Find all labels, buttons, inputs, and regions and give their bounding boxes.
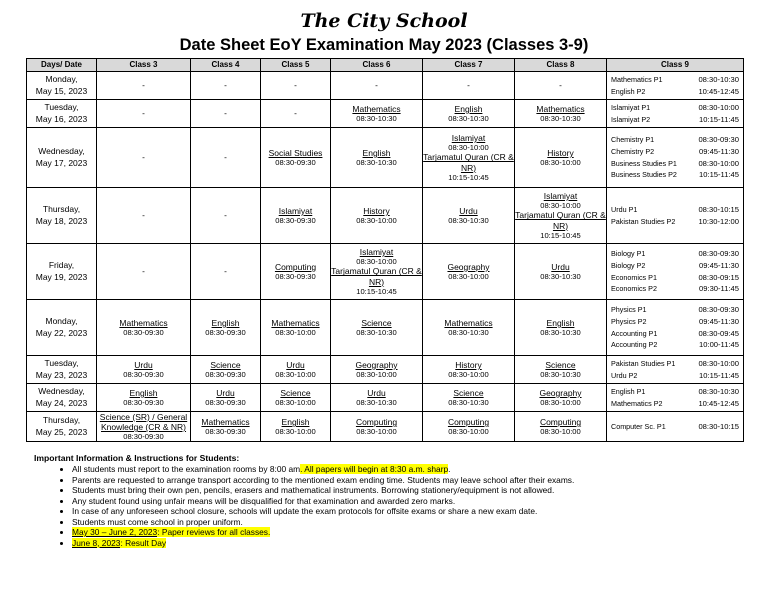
class9-cell [607,128,744,188]
paper-name: Physics P1 [611,304,647,314]
paper-time: 10:15-11:45 [699,114,739,124]
exam-cell: - [261,72,331,100]
exam-time: 08:30-10:30 [540,272,581,282]
paper-time: 10:15-11:45 [699,170,739,180]
exam-time: 08:30-10:30 [356,398,397,408]
date-value: May 22, 2023 [35,327,88,338]
subject-name: Science [280,387,311,398]
day-name: Friday, [48,260,75,271]
instruction-item [72,464,754,475]
class9-paper [611,158,739,170]
paper-time: 10:00-11:45 [699,340,739,350]
subject-name: Islamiyat [278,205,313,216]
exam-cell [331,188,423,244]
class9-cell [607,384,744,412]
day-name: Wednesday, [38,146,85,157]
exam-time: 08:30-09:30 [123,370,164,380]
exam-cell [515,244,607,300]
subject-name: Science (SR) / General Knowledge (CR & NR) [99,412,188,433]
paper-time: 09:30-11:45 [699,284,739,294]
exam-time: 08:30-10:00 [540,427,581,437]
class9-cell [607,412,744,442]
school-name: The City School [300,10,468,32]
table-row [27,300,744,356]
exam-cell: - [97,72,191,100]
subject-name: History [363,205,390,216]
subject-name: Geography [539,387,582,398]
exam-cell [191,356,261,384]
exam-cell [423,128,515,188]
subject-name: Mathematics [201,417,250,428]
exam-time: 08:30-10:30 [540,114,581,124]
class9-paper [611,316,739,328]
exam-time: 08:30-10:00 [275,398,316,408]
paper-name: Chemistry P1 [611,134,655,144]
exam-cell [191,300,261,356]
exam-cell [97,356,191,384]
class9-cell [607,300,744,356]
subject-name: History [547,147,574,158]
instructions-heading: Important Information & Instructions for Students: [34,453,240,463]
instruction-text: Students must bring their own pen, pencils, erasers and mathematical instruments. Borrowing stationery/equipment is not allowed. [72,485,555,495]
class9-paper [611,398,739,410]
exam-cell [515,412,607,442]
day-name: Tuesday, [44,102,79,113]
date-value: May 23, 2023 [35,369,88,380]
instruction-item [72,506,754,517]
paper-name: Business Studies P2 [611,170,677,180]
exam-cell [423,412,515,442]
subject-name: Tarjamatul Quran (CR & NR) [515,210,606,231]
paper-time: 08:30-10:00 [698,158,739,168]
instruction-item [72,527,754,538]
class9-cell [607,188,744,244]
subject-name: Mathematics [536,103,585,114]
date-sheet-table [26,58,744,442]
subject-name: Science [545,359,576,370]
class9-paper [611,260,739,272]
paper-time: 08:30-09:45 [698,328,739,338]
paper-name: Mathematics P2 [611,398,663,408]
class9-paper [611,304,739,316]
class9-paper [611,358,739,370]
exam-cell [261,300,331,356]
exam-time: 08:30-10:00 [540,201,581,211]
table-row [27,128,744,188]
column-header: Days/ Date [27,59,97,72]
date-value: May 16, 2023 [35,113,88,124]
class9-paper [611,134,739,146]
exam-cell [515,384,607,412]
exam-time: 08:30-10:00 [448,143,489,153]
instruction-text: Any student found using unfair means will be disqualified for that examination and awarded zero marks. [72,495,456,506]
table-row [27,244,744,300]
instruction-item [72,517,754,528]
paper-name: Islamiyat P1 [611,102,651,112]
paper-time: 08:30-10:15 [698,421,739,431]
exam-cell [331,356,423,384]
exam-time: 08:30-10:00 [448,370,489,380]
date-cell [27,356,97,384]
date-value: May 24, 2023 [35,397,88,408]
date-cell [27,100,97,128]
exam-cell: - [515,72,607,100]
instruction-text: Parents are requested to arrange transport according to the mentioned exam ending time. Students may leave school after their exams. [72,474,575,485]
paper-time: 10:15-11:45 [699,370,739,380]
exam-time: 08:30-09:30 [123,432,164,442]
paper-time: 08:30-10:15 [698,204,739,214]
subject-name: English [281,417,310,428]
subject-name: Urdu [459,205,478,216]
date-value: May 25, 2023 [35,426,88,437]
instruction-item [72,485,754,496]
exam-cell [515,356,607,384]
table-row [27,72,744,100]
exam-time: 08:30-10:00 [356,216,397,226]
exam-cell: - [423,72,515,100]
subject-name: Urdu [551,261,570,272]
exam-time: 08:30-10:30 [540,370,581,380]
exam-cell [331,384,423,412]
exam-cell [515,100,607,128]
date-value: May 15, 2023 [35,85,88,96]
exam-cell [261,384,331,412]
exam-time: 08:30-10:30 [540,328,581,338]
subject-name: English [129,387,158,398]
paper-name: Economics P1 [611,272,657,282]
date-value: May 17, 2023 [35,157,88,168]
subject-name: History [455,359,482,370]
paper-time: 08:30-09:30 [698,134,739,144]
exam-cell [331,100,423,128]
subject-name: Computing [355,417,398,428]
instruction-end: . [448,464,451,474]
class9-cell [607,356,744,384]
paper-name: Accounting P1 [611,328,658,338]
paper-name: Business Studies P1 [611,158,677,168]
exam-cell [97,384,191,412]
class9-paper [611,386,739,398]
exam-cell [515,300,607,356]
paper-time: 10:45-12:45 [698,398,739,408]
exam-time: 08:30-09:30 [275,272,316,282]
paper-time: 08:30-10:30 [698,74,739,84]
exam-time: 08:30-10:00 [275,328,316,338]
class9-paper [611,114,739,126]
date-cell [27,72,97,100]
class9-paper [611,86,739,98]
subject-name: Tarjamatul Quran (CR & NR) [423,152,514,173]
exam-time: 10:15-10:45 [448,172,489,182]
exam-time: 08:30-10:30 [448,328,489,338]
exam-cell [331,128,423,188]
exam-time: 08:30-10:00 [275,427,316,437]
exam-cell [97,412,191,442]
exam-cell [331,412,423,442]
class9-paper [611,216,739,228]
subject-name: Science [210,359,241,370]
date-cell [27,244,97,300]
class9-paper [611,169,739,181]
instructions [34,453,754,548]
column-header: Class 4 [191,59,261,72]
instruction-item [72,475,754,486]
day-name: Thursday, [42,415,81,426]
class9-cell [607,244,744,300]
exam-time: 08:30-09:30 [205,370,246,380]
class9-paper [611,339,739,351]
exam-cell: - [191,244,261,300]
table-row [27,100,744,128]
table-row [27,412,744,442]
exam-cell: - [331,72,423,100]
exam-cell: - [97,100,191,128]
exam-cell [191,384,261,412]
exam-cell [423,188,515,244]
class9-paper [611,272,739,284]
paper-name: Pakistan Studies P1 [611,358,676,368]
exam-cell: - [97,128,191,188]
exam-cell: - [191,72,261,100]
subject-name: English [362,147,391,158]
instruction-date: May 30 – June 2, 2023 [72,527,158,537]
class9-paper [611,248,739,260]
subject-name: Mathematics [119,317,168,328]
class9-cell [607,72,744,100]
instruction-date: June 8, 2023 [72,537,121,548]
date-cell [27,384,97,412]
exam-time: 08:30-10:00 [540,158,581,168]
exam-cell [423,300,515,356]
exam-cell [261,412,331,442]
table-row [27,384,744,412]
exam-cell [331,244,423,300]
exam-cell: - [97,244,191,300]
class9-cell [607,100,744,128]
subject-name: Mathematics [352,103,401,114]
class9-paper [611,328,739,340]
exam-time: 08:30-09:30 [275,158,316,168]
exam-time: 08:30-09:30 [275,216,316,226]
exam-time: 08:30-10:00 [356,370,397,380]
class9-paper [611,102,739,114]
subject-name: English [211,317,240,328]
paper-time: 08:30-10:30 [698,386,739,396]
paper-name: Computer Sc. P1 [611,421,666,431]
paper-time: 10:45-12:45 [698,86,739,96]
subject-name: Islamiyat [359,247,394,258]
paper-time: 09:45-11:30 [699,146,739,156]
subject-name: Geography [355,359,398,370]
exam-cell [191,412,261,442]
table-row [27,188,744,244]
subject-name: Urdu [216,387,235,398]
instruction-highlight: : Paper reviews for all classes. [157,527,271,537]
class9-paper [611,74,739,86]
exam-time: 08:30-09:30 [205,427,246,437]
paper-time: 08:30-09:30 [698,248,739,258]
date-value: May 18, 2023 [35,215,88,226]
exam-time: 10:15-10:45 [356,286,397,296]
exam-time: 08:30-10:30 [448,216,489,226]
instruction-item [72,496,754,507]
exam-time: 08:30-10:00 [356,257,397,267]
exam-time: 08:30-10:30 [356,158,397,168]
exam-cell [423,384,515,412]
exam-time: 08:30-10:30 [448,114,489,124]
date-cell [27,128,97,188]
subject-name: Science [453,387,484,398]
subject-name: Science [361,317,392,328]
day-name: Tuesday, [44,358,79,369]
paper-time: 10:30-12:00 [698,216,739,226]
paper-name: English P2 [611,86,646,96]
exam-cell [261,128,331,188]
date-cell [27,412,97,442]
exam-cell [261,244,331,300]
table-header-row [27,59,744,72]
table-row [27,356,744,384]
exam-cell [97,300,191,356]
day-name: Monday, [45,74,78,85]
class9-paper [611,421,739,433]
column-header: Class 3 [97,59,191,72]
exam-cell: - [191,188,261,244]
page-title: Date Sheet EoY Examination May 2023 (Classes 3-9) [179,36,589,54]
paper-name: Physics P2 [611,316,647,326]
subject-name: English [454,103,483,114]
exam-cell: - [191,100,261,128]
class9-paper [611,370,739,382]
instruction-text: All students must report to the examination rooms by 8:00 am [72,464,301,474]
paper-time: 08:30-09:15 [698,272,739,282]
exam-time: 08:30-10:00 [356,427,397,437]
day-name: Wednesday, [38,386,85,397]
paper-time: 08:30-10:00 [698,102,739,112]
subject-name: Computing [539,417,582,428]
instruction-text: In case of any unforeseen school closure, schools will update the exam protocols for offsite exams or share a new exam date. [72,506,538,516]
instruction-highlight: . All papers will begin at 8:30 a.m. sharp [300,464,449,474]
paper-name: Mathematics P1 [611,74,663,84]
exam-time: 08:30-09:30 [123,398,164,408]
exam-time: 08:30-09:30 [205,398,246,408]
paper-time: 08:30-10:00 [698,358,739,368]
paper-name: Urdu P1 [611,204,638,214]
paper-name: Pakistan Studies P2 [611,216,676,226]
exam-cell: - [97,188,191,244]
paper-name: Accounting P2 [611,340,658,350]
column-header: Class 8 [515,59,607,72]
subject-name: Computing [447,417,490,428]
subject-name: Urdu [367,387,386,398]
exam-cell [261,188,331,244]
subject-name: Mathematics [444,317,493,328]
exam-cell: - [261,100,331,128]
paper-time: 08:30-09:30 [698,304,739,314]
subject-name: Islamiyat [543,191,578,202]
instruction-highlight: : Result Day [120,537,167,548]
paper-name: Chemistry P2 [611,146,655,156]
exam-cell: - [191,128,261,188]
exam-time: 08:30-10:00 [448,427,489,437]
exam-time: 08:30-10:00 [540,398,581,408]
subject-name: Islamiyat [451,133,486,144]
exam-cell [331,300,423,356]
exam-cell [515,188,607,244]
date-value: May 19, 2023 [35,271,88,282]
subject-name: Tarjamatul Quran (CR & NR) [331,266,422,287]
class9-paper [611,204,739,216]
exam-time: 08:30-10:30 [448,398,489,408]
column-header: Class 7 [423,59,515,72]
day-name: Thursday, [42,204,81,215]
exam-time: 08:30-10:30 [356,114,397,124]
paper-name: Economics P2 [611,284,657,294]
exam-cell [423,244,515,300]
exam-time: 08:30-09:30 [123,328,164,338]
date-cell [27,300,97,356]
subject-name: Urdu [286,359,305,370]
instructions-list [34,464,754,548]
class9-paper [611,283,739,295]
exam-time: 08:30-10:00 [275,370,316,380]
instruction-text: Students must come school in proper uniform. [72,516,243,527]
paper-time: 09:45-11:30 [699,316,739,326]
column-header: Class 9 [607,59,744,72]
day-name: Monday, [45,316,78,327]
subject-name: Geography [447,261,490,272]
paper-name: Biology P1 [611,248,646,258]
subject-name: English [546,317,575,328]
exam-cell [423,356,515,384]
subject-name: Computing [274,261,317,272]
paper-name: Biology P2 [611,260,646,270]
paper-name: Islamiyat P2 [611,114,651,124]
instruction-item [72,538,754,549]
exam-cell [261,356,331,384]
exam-time: 10:15-10:45 [540,230,581,240]
paper-name: Urdu P2 [611,370,638,380]
paper-name: English P1 [611,386,646,396]
exam-cell [423,100,515,128]
subject-name: Social Studies [268,147,323,158]
date-cell [27,188,97,244]
exam-time: 08:30-09:30 [205,328,246,338]
exam-time: 08:30-10:00 [448,272,489,282]
exam-time: 08:30-10:30 [356,328,397,338]
class9-paper [611,146,739,158]
paper-time: 09:45-11:30 [699,260,739,270]
exam-cell [515,128,607,188]
column-header: Class 6 [331,59,423,72]
subject-name: Mathematics [271,317,320,328]
column-header: Class 5 [261,59,331,72]
subject-name: Urdu [134,359,153,370]
